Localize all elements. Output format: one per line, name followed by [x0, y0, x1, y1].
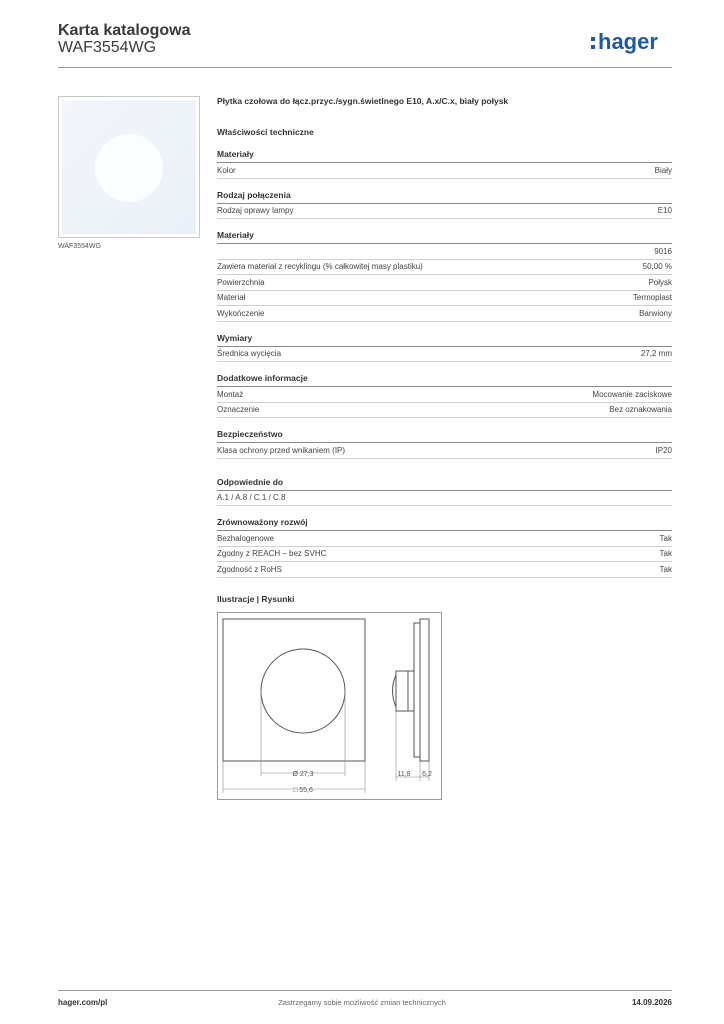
group-title: Odpowiednie do — [217, 477, 672, 491]
opening-circle — [261, 649, 345, 733]
spec-label: Zawiera materiał z recyklingu (% całkowitej masy plastiku) — [217, 262, 423, 272]
spec-value: Barwiony — [639, 308, 672, 318]
footer-date: 14.09.2026 — [631, 998, 672, 1007]
spec-label: Zgodny z REACH – bez SVHC — [217, 549, 327, 559]
spec-group-materials-2 — [217, 230, 672, 322]
spec-label: Materiał — [217, 293, 246, 303]
photo-caption: WAF3554WG — [58, 243, 101, 250]
spec-group-sustainability — [217, 517, 672, 578]
spec-row — [217, 244, 672, 260]
spec-value: Biały — [654, 165, 672, 175]
group-title: Materiały — [217, 230, 672, 244]
spec-row — [217, 204, 672, 220]
spec-value: Tak — [659, 533, 672, 543]
group-title: Bezpieczeństwo — [217, 429, 672, 443]
product-description: Płytka czołowa do łącz.przyc./sygn.świetlnego E10, A.x/C.x, biały połysk — [217, 96, 509, 106]
spec-group-additional-info — [217, 373, 672, 418]
header-divider — [58, 67, 672, 68]
group-title: Dodatkowe informacje — [217, 373, 672, 387]
spec-label: Klasa ochrony przed wnikaniem (IP) — [217, 445, 346, 455]
spec-row — [217, 547, 672, 563]
plate-opening — [95, 134, 163, 202]
product-photo — [58, 96, 200, 238]
hager-logo — [590, 28, 672, 56]
logo-text: hager — [598, 29, 658, 54]
spec-row — [217, 306, 672, 322]
spec-row — [217, 275, 672, 291]
group-title: Materiały — [217, 149, 672, 163]
spec-value: 50,00 % — [642, 262, 672, 272]
technical-drawing — [217, 612, 442, 800]
spec-value: Połysk — [648, 277, 672, 287]
dim-diameter: Ø 27,3 — [292, 771, 314, 778]
spec-label: Kolor — [217, 165, 236, 175]
document-title: Karta katalogowa — [58, 22, 191, 39]
footer-divider — [58, 990, 672, 991]
dim-depth: 11,8 — [397, 771, 411, 778]
spec-row — [217, 347, 672, 363]
spec-label: Wykończenie — [217, 308, 265, 318]
spec-row — [217, 260, 672, 276]
cover-plate-image — [62, 100, 196, 234]
spec-value: IP20 — [655, 445, 672, 455]
spec-value: Tak — [659, 549, 672, 559]
spec-row — [217, 443, 672, 459]
group-title: Zrównoważony rozwój — [217, 517, 672, 531]
spec-value: 27,2 mm — [640, 349, 672, 359]
spec-label: Rodzaj oprawy lampy — [217, 206, 294, 216]
spec-label: Oznaczenie — [217, 405, 260, 415]
spec-row — [217, 387, 672, 403]
spec-value: E10 — [657, 206, 672, 216]
footer-website-link[interactable]: hager.com/pl — [58, 998, 108, 1007]
dim-square: □ 55,6 — [293, 787, 313, 794]
spec-group-suitable-for — [217, 477, 672, 507]
spec-row — [217, 163, 672, 179]
illustrations-heading: Ilustracje | Rysunki — [217, 594, 295, 604]
spec-group-materials — [217, 149, 672, 179]
dim-thickness: 6,2 — [422, 771, 432, 778]
spec-row — [217, 562, 672, 578]
spec-label: Średnica wycięcia — [217, 349, 282, 359]
product-code: WAF3554WG — [58, 39, 157, 56]
spec-content — [217, 96, 672, 589]
spec-row — [217, 491, 672, 507]
tech-properties-heading: Właściwości techniczne — [217, 127, 314, 137]
spec-group-safety — [217, 429, 672, 459]
drawing-svg — [218, 613, 443, 801]
spec-row — [217, 531, 672, 547]
spec-label: A.1 / A.8 / C.1 / C.8 — [217, 493, 286, 503]
spec-group-dimensions — [217, 333, 672, 363]
spec-label: Bezhalogenowe — [217, 533, 274, 543]
spec-label: Montaż — [217, 389, 244, 399]
plate-front-outline — [223, 619, 365, 761]
spec-value: Mocowanie zaciskowe — [592, 389, 672, 399]
spec-value: 9016 — [654, 246, 672, 256]
spec-group-connection — [217, 190, 672, 220]
spec-label: Powierzchnia — [217, 277, 265, 287]
plate-side-view — [393, 619, 430, 761]
spec-row — [217, 291, 672, 307]
spec-label: Zgodność z RoHS — [217, 564, 282, 574]
footer-disclaimer: Zastrzegamy sobie możliwość zmian technicznych — [278, 998, 446, 1007]
group-title: Rodzaj połączenia — [217, 190, 672, 204]
spec-value: Termoplast — [632, 293, 672, 303]
group-title: Wymiary — [217, 333, 672, 347]
spec-value: Tak — [659, 564, 672, 574]
spec-value: Bez oznakowania — [609, 405, 672, 415]
spec-row — [217, 403, 672, 419]
